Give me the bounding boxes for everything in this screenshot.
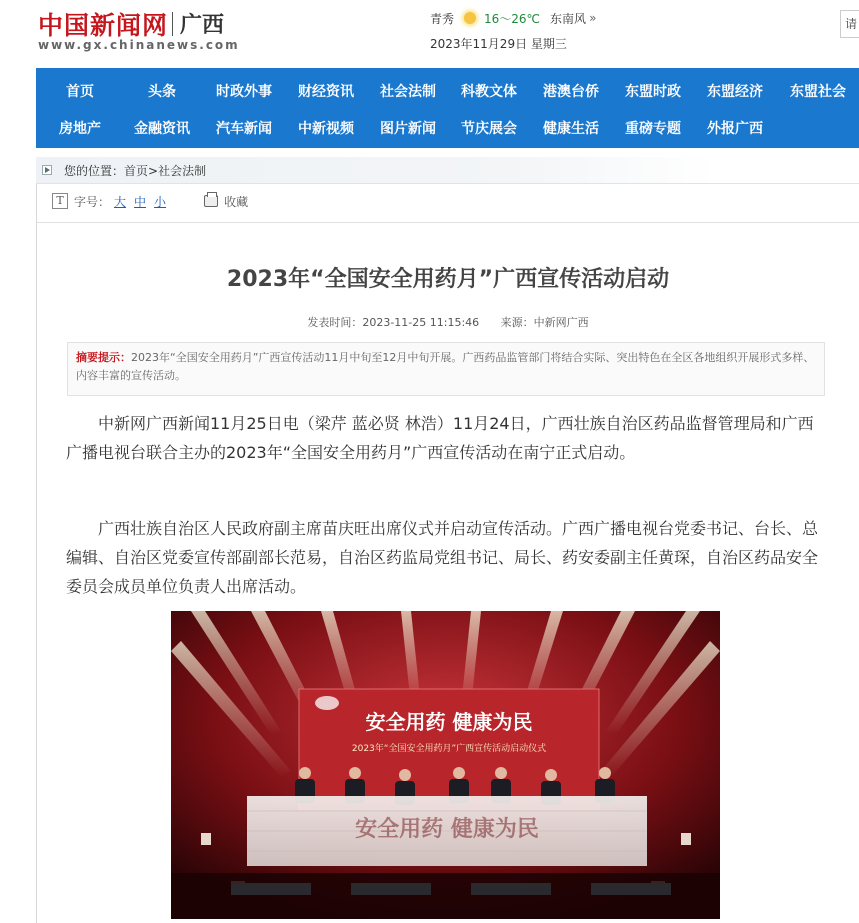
font-size-small[interactable]: 小: [154, 194, 167, 209]
favorite-button[interactable]: 收藏: [224, 194, 249, 209]
weather-temperature: 16～26℃: [484, 11, 541, 26]
font-size-large[interactable]: 大: [114, 194, 127, 209]
screen-subtitle: 2023年“全国安全用药月”广西宣传活动启动仪式: [351, 744, 547, 754]
nav-item-2-5[interactable]: 图片新闻: [380, 121, 436, 137]
nav-item-2-2[interactable]: 金融资讯: [134, 121, 190, 137]
nav-item-1-6[interactable]: 科教文体: [461, 84, 517, 100]
article-photo: [171, 611, 720, 919]
divider: [37, 222, 859, 223]
nav-item-2-4[interactable]: 中新视频: [298, 121, 354, 137]
logo-divider: [172, 12, 173, 36]
breadcrumb-home[interactable]: 首页: [124, 164, 149, 178]
breadcrumb: [36, 157, 716, 183]
screen-slogan: 安全用药 健康为民: [365, 710, 533, 734]
weather-widget: [430, 8, 596, 28]
summary-label: 摘要提示：: [76, 351, 131, 364]
breadcrumb-section[interactable]: 社会法制: [158, 164, 207, 178]
nav-item-1-1[interactable]: 首页: [66, 84, 94, 100]
nav-item-2-7[interactable]: 健康生活: [543, 121, 599, 137]
nav-item-1-5[interactable]: 社会法制: [380, 84, 436, 100]
breadcrumb-separator: >: [148, 164, 159, 178]
nav-item-2-9[interactable]: 外报广西: [707, 121, 763, 137]
nav-item-1-9[interactable]: 东盟经济: [707, 84, 763, 100]
breadcrumb-prefix: 您的位置：: [64, 164, 125, 178]
logo-url: www.gx.chinanews.com: [38, 38, 240, 52]
nav-item-2-3[interactable]: 汽车新闻: [216, 121, 272, 137]
stage-photo-illustration: [171, 611, 720, 919]
logo-region: 广西: [180, 13, 225, 38]
summary-text: 2023年“全国安全用药月”广西宣传活动11月中旬至12月中旬开展。广西药品监管部门将结合实际、突出特色在全区各地组织开展形式多样、内容丰富的宣传活动。: [76, 351, 815, 382]
nav-item-1-4[interactable]: 财经资讯: [298, 84, 354, 100]
weather-city: 青秀: [430, 11, 455, 26]
nav-item-2-8[interactable]: 重磅专题: [625, 121, 681, 137]
font-size-label: 字号：: [74, 194, 111, 209]
play-arrow-icon: [42, 165, 52, 175]
favorite-icon[interactable]: [204, 195, 218, 207]
sun-icon: [460, 8, 480, 28]
article-meta: [37, 314, 859, 330]
article-tools: [52, 191, 248, 211]
font-size-icon: T: [52, 193, 68, 209]
podium-slogan: 安全用药 健康为民: [355, 816, 539, 842]
nav-item-1-3[interactable]: 时政外事: [216, 84, 272, 100]
nav-item-2-6[interactable]: 节庆展会: [461, 121, 517, 137]
nav-item-2-1[interactable]: 房地产: [59, 121, 101, 137]
article-paragraph: 中新网广西新闻11月25日电（梁芹 蓝必贤 林浩）11月24日，广西壮族自治区药品监督管理局和广西广播电视台联合主办的2023年“全国安全用药月”广西宣传活动在南宁正式启动。: [66, 414, 814, 462]
article-summary: [67, 342, 825, 396]
main-nav: [36, 68, 859, 148]
publish-time: 发表时间：2023-11-25 11:15:46: [307, 316, 480, 329]
search-input[interactable]: 请: [840, 10, 859, 38]
current-date: 2023年11月29日 星期三: [430, 37, 567, 51]
site-logo[interactable]: [38, 6, 248, 56]
article-source: 来源：中新网广西: [500, 316, 589, 329]
article-title: 2023年“全国安全用药月”广西宣传活动启动: [226, 267, 670, 292]
font-size-medium[interactable]: 中: [134, 194, 147, 209]
nav-item-1-2[interactable]: 头条: [148, 84, 176, 100]
article-paragraph: 广西壮族自治区人民政府副主席苗庆旺出席仪式并启动宣传活动。广西广播电视台党委书记、台长、总编辑、自治区党委宣传部副部长范易，自治区药监局党组书记、局长、药安委副主任黄琛，自治区药品安全委员会成员单位负责人出席活动。: [66, 519, 819, 596]
nav-item-1-7[interactable]: 港澳台侨: [543, 84, 599, 100]
nav-item-1-10[interactable]: 东盟社会: [790, 84, 846, 100]
weather-wind: 东南风: [550, 11, 587, 26]
nav-item-1-8[interactable]: 东盟时政: [625, 84, 681, 100]
logo-text: 中国新闻网: [38, 11, 169, 40]
more-arrow-icon[interactable]: »: [589, 11, 597, 25]
